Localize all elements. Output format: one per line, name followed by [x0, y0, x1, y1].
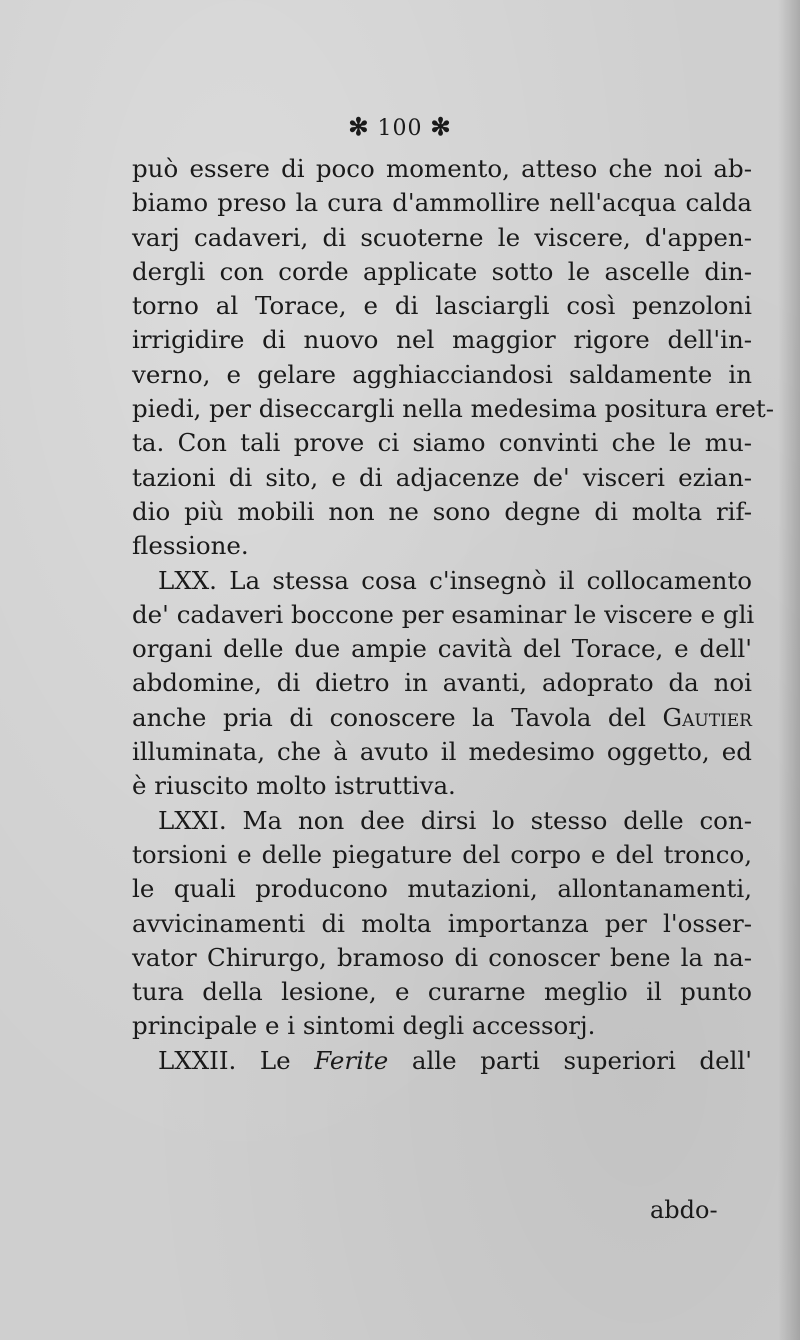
paragraph-lxxi-line: le quali producono mutazioni, allontanamenti, [132, 874, 752, 904]
line-text: anche pria di conoscere la Tavola del [132, 702, 646, 732]
text-line: varj cadaveri, di scuoterne le viscere, d'appen- [132, 222, 752, 252]
paragraph-lxxii-line [132, 1044, 752, 1078]
text-line: dergli con corde applicate sotto le ascelle din- [132, 256, 752, 286]
page-header [0, 112, 800, 141]
line-text: alle parti superiori dell' [411, 1045, 752, 1075]
paragraph-lxx-line: de' cadaveri boccone per esaminar le viscere e gli [132, 599, 755, 629]
paragraph-lxx-line [132, 701, 752, 735]
paragraph-lxx-line: organi delle due ampie cavità del Torace, e dell' [132, 634, 752, 664]
paragraph-lxxi-line: vator Chirurgo, bramoso di conoscer bene la na- [132, 942, 752, 972]
italic-term: Ferite [314, 1045, 389, 1075]
text-line: torno al Torace, e di lasciargli così penzoloni [132, 291, 752, 321]
text-line: irrigidire di nuovo nel maggior rigore dell'in- [132, 325, 752, 355]
ornament-right-icon: ✻ [430, 112, 452, 141]
page-number: 100 [377, 116, 423, 141]
text-line: ta. Con tali prove ci siamo convinti che le mu- [132, 428, 752, 458]
body-text [132, 152, 774, 1078]
paragraph-lxxi-line: avvicinamenti di molta importanza per l'osser- [132, 908, 752, 938]
text-line: flessione. [132, 531, 249, 561]
catchword: abdo- [650, 1196, 718, 1224]
paragraph-lxx-line: LXX. La stessa cosa c'insegnò il collocamento [158, 565, 752, 595]
text-line: può essere di poco momento, atteso che noi ab- [132, 154, 752, 183]
paragraph-lxx-line: abdomine, di dietro in avanti, adoprato da noi [132, 668, 752, 698]
paragraph-lxxi-line: LXXI. Ma non dee dirsi lo stesso delle con- [158, 805, 752, 835]
text-line: tazioni di sito, e di adjacenze de' visceri ezian- [132, 462, 752, 492]
text-line: biamo preso la cura d'ammollire nell'acqua calda [132, 188, 752, 218]
page-edge-shadow [778, 0, 800, 1340]
text-line: verno, e gelare agghiacciandosi saldamente in [132, 359, 752, 389]
author-name: Gautier [662, 702, 752, 732]
paragraph-lxxi-line: principale e i sintomi degli accessorj. [132, 1011, 596, 1041]
paragraph-lxxi-line: torsioni e delle piegature del corpo e del tronco, [132, 839, 752, 869]
text-line: piedi, per diseccargli nella medesima positura eret- [132, 394, 774, 424]
text-line: dio più mobili non ne sono degne di molta rif- [132, 496, 752, 526]
line-text: LXXII. Le [158, 1045, 291, 1075]
paragraph-lxxi-line: tura della lesione, e curarne meglio il punto [132, 977, 752, 1007]
paragraph-lxx-line: è riuscito molto istruttiva. [132, 771, 456, 801]
paragraph-lxx-line: illuminata, che à avuto il medesimo oggetto, ed [132, 737, 752, 767]
ornament-left-icon: ✻ [348, 112, 370, 141]
